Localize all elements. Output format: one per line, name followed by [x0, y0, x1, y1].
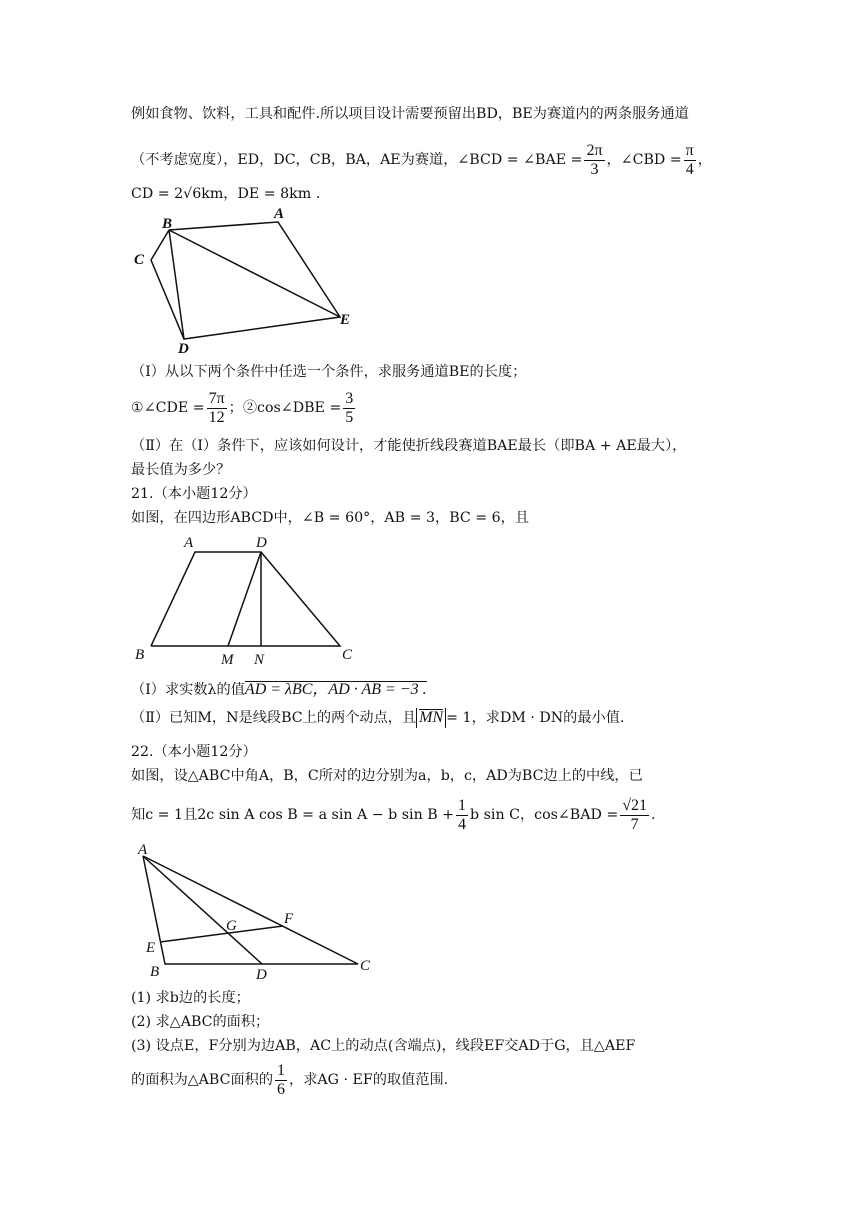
fig3-label-C: C: [360, 958, 371, 974]
p22-cos-text: b sin C，cos∠BAD =: [470, 807, 619, 823]
fraction-3-5: $\frac{3}{5}$: [345, 389, 354, 426]
fig3-label-G: G: [226, 918, 237, 934]
fig1-label-D: D: [178, 341, 189, 356]
figure-quadrilateral-abcd: [128, 530, 364, 672]
p22-question-2: (2) 求△ABC的面积；: [131, 1014, 270, 1030]
fig2-label-C: C: [342, 647, 353, 663]
fig3-label-F: F: [284, 911, 294, 927]
p20-question-1: （Ⅰ）从以下两个条件中任选一个条件，求服务通道BE的长度；: [131, 364, 527, 380]
fraction-2pi-3: $\frac{2\pi}{3}$: [586, 141, 603, 178]
condition-2-text: ；②cos∠DBE =: [228, 400, 342, 416]
fraction-sqrt21-7: $\frac{√21}{7}$: [622, 796, 648, 833]
fig1-label-E: E: [340, 312, 351, 328]
p21-stem: 如图，在四边形ABCD中，∠B = 60°，AB = 3，BC = 6，且: [131, 510, 530, 526]
fig1-label-B: B: [162, 216, 173, 232]
p22-heading: 22.（本小题12分）: [131, 744, 257, 760]
p22-stem-line-2: 知c = 1且2c sin A cos B = a sin A − b sin B + $\frac{1}{4}$ b sin C，cos∠BAD = $\frac{√21}{7}$ .: [131, 796, 656, 833]
p21-q1-text: （I）求实数λ的值: [131, 682, 245, 698]
p22-q3-end: ，求AG · EF的取值范围.: [289, 1072, 449, 1088]
p20-question-2-line-b: 最长值为多少？: [131, 462, 231, 478]
fig2-label-N: N: [254, 652, 265, 668]
fig3-label-E: E: [146, 940, 156, 956]
fraction-1-4: $\frac{1}{4}$: [458, 796, 467, 833]
p22-stem-line-1: 如图，设△ABC中角A，B，C所对的边分别为a，b，c，AD为BC边上的中线，已: [131, 768, 643, 784]
vector-equation: AD = λBC，AD · AB = −3 .: [244, 681, 427, 698]
figure-quadrilateral-bcdea: [128, 206, 360, 356]
fig1-label-A: A: [274, 206, 285, 222]
figure-triangle-abc: [132, 838, 382, 982]
fig2-label-D: D: [256, 535, 267, 551]
fig3-label-B: B: [150, 964, 160, 980]
p21-question-1: [131, 680, 427, 700]
fraction-1-6: $\frac{1}{6}$: [277, 1061, 286, 1098]
p20-line-3: CD = 2√6km，DE = 8km .: [131, 186, 321, 202]
fig3-label-D: D: [256, 967, 267, 982]
p22-question-1: (1) 求b边的长度；: [131, 990, 250, 1006]
fig2-label-M: M: [221, 652, 234, 668]
p22-equation-text: 知c = 1且2c sin A cos B = a sin A − b sin B +: [131, 807, 455, 823]
p21-question-2: [131, 708, 624, 728]
condition-1-text: ①∠CDE =: [131, 400, 205, 416]
abs-vector-mn: MN: [416, 708, 446, 728]
p20-question-2-line-a: （Ⅱ）在（Ⅰ）条件下，应该如何设计，才能使折线段赛道BAE最长（即BA + AE最大），: [131, 438, 687, 454]
p22-question-3-cont: [131, 1058, 448, 1102]
fraction-pi-4: $\frac{\pi}{4}$: [685, 141, 694, 178]
p21-heading: 21.（本小题12分）: [131, 486, 257, 502]
fraction-7pi-12: $\frac{7\pi}{12}$: [208, 389, 225, 426]
fig2-label-B: B: [135, 647, 145, 663]
p20-line-2: （不考虑宽度），ED，DC，CB，BA，AE为赛道，∠BCD = ∠BAE = $\frac{2\pi}{3}$ ，∠CBD = $\frac{\pi}{4}$ ，: [131, 141, 712, 178]
fig1-label-C: C: [134, 252, 145, 268]
p21-q2-text: （Ⅱ）已知M，N是线段BC上的两个动点，且: [131, 710, 417, 726]
cbd-text: ，∠CBD =: [606, 152, 682, 168]
fig2-label-A: A: [184, 535, 194, 551]
fig3-label-A: A: [138, 842, 148, 858]
p22-question-3: (3) 设点E，F分别为边AB，AC上的动点(含端点)，线段EF交AD于G，且△AEF: [131, 1038, 636, 1054]
p22-q3-area-text: 的面积为△ABC面积的: [131, 1072, 274, 1088]
p20-line-1: 例如食物、饮料，工具和配件.所以项目设计需要预留出BD，BE为赛道内的两条服务通道: [131, 106, 689, 122]
p20-conditions: [131, 386, 357, 430]
p21-q2-end: = 1，求DM · DN的最小值.: [446, 710, 625, 726]
p20-line-2-text: （不考虑宽度），ED，DC，CB，BA，AE为赛道，∠BCD = ∠BAE =: [131, 152, 583, 168]
